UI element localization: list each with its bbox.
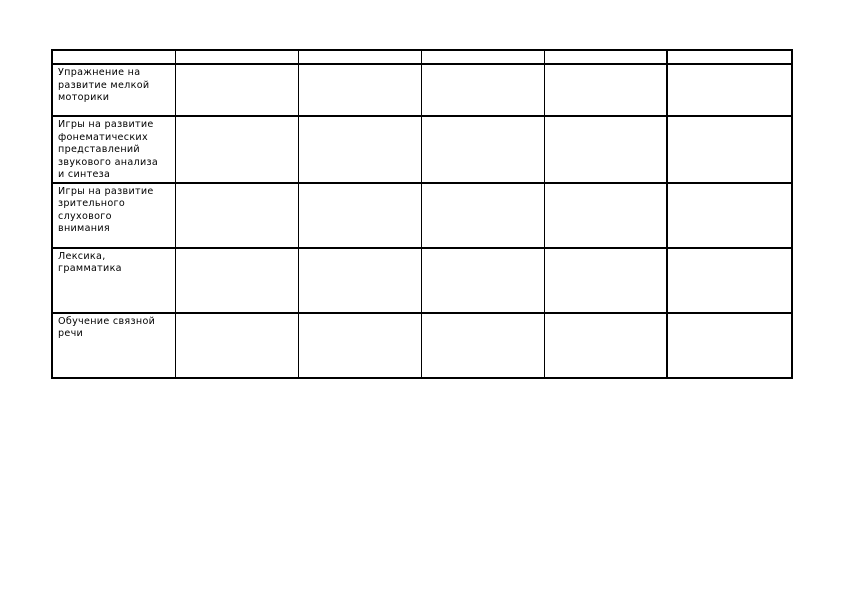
row-label-cell <box>52 64 175 116</box>
table-cell <box>421 248 544 313</box>
table-cell <box>175 50 298 64</box>
table-cell <box>421 50 544 64</box>
table-cell <box>298 116 421 183</box>
row-label-cell <box>52 116 175 183</box>
table-cell <box>175 313 298 378</box>
row-label: Игры на развитие фонематических представлений звукового анализа и синтеза <box>58 119 159 180</box>
table-cell <box>544 313 667 378</box>
table-cell <box>298 183 421 248</box>
table-header-row <box>52 50 792 64</box>
table-cell <box>175 183 298 248</box>
table-cell <box>175 64 298 116</box>
row-label: Упражнение на развитие мелкой моторики <box>58 67 150 103</box>
table-row <box>52 313 792 378</box>
table-row <box>52 183 792 248</box>
table-cell <box>421 183 544 248</box>
table-cell <box>667 64 792 116</box>
table-cell <box>544 183 667 248</box>
row-label-cell <box>52 248 175 313</box>
table-cell <box>667 116 792 183</box>
table-cell <box>544 50 667 64</box>
table-cell <box>421 313 544 378</box>
table-row <box>52 116 792 183</box>
table-cell <box>544 64 667 116</box>
table-row <box>52 64 792 116</box>
row-label: Обучение связной речи <box>58 315 156 339</box>
table-cell <box>298 313 421 378</box>
table-cell <box>667 183 792 248</box>
table-cell <box>544 248 667 313</box>
table-cell <box>421 116 544 183</box>
table-cell <box>667 313 792 378</box>
table-cell <box>421 64 544 116</box>
table-cell <box>298 64 421 116</box>
table-cell <box>667 50 792 64</box>
table-row <box>52 248 792 313</box>
table-cell <box>667 248 792 313</box>
table-cell <box>175 116 298 183</box>
plan-table <box>51 49 793 379</box>
row-label: Игры на развитие зрительного слухового внимания <box>58 185 154 234</box>
table-cell <box>298 50 421 64</box>
table-cell <box>544 116 667 183</box>
table-cell <box>52 50 175 64</box>
table-cell <box>298 248 421 313</box>
row-label-cell <box>52 313 175 378</box>
row-label: Лексика, грамматика <box>58 250 122 274</box>
table-cell <box>175 248 298 313</box>
row-label-cell <box>52 183 175 248</box>
